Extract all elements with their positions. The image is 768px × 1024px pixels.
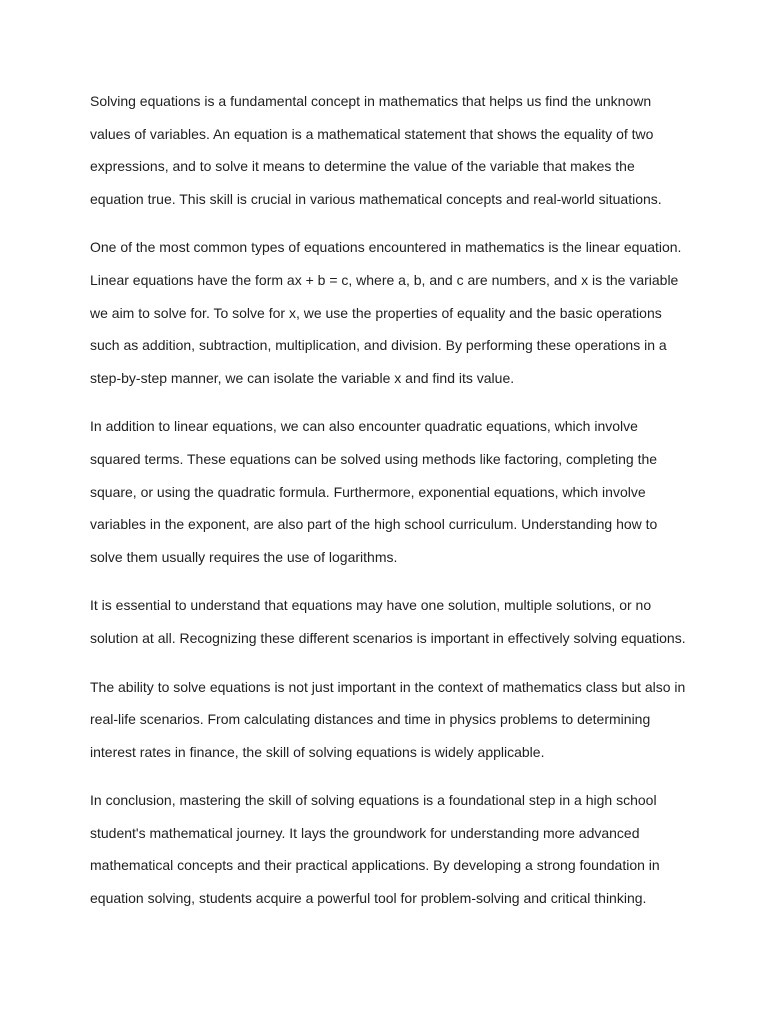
text-line: step-by-step manner, we can isolate the variable x and find its value. [90, 369, 515, 386]
text-line: mathematical concepts and their practical applications. By developing a strong foundation in [90, 857, 660, 874]
text-line: square, or using the quadratic formula. Furthermore, exponential equations, which involve [90, 483, 646, 500]
text-line: squared terms. These equations can be solved using methods like factoring, completing the [90, 450, 658, 467]
paragraph-conclusion [90, 784, 690, 914]
text-line: In addition to linear equations, we can also encounter quadratic equations, which involve [90, 418, 638, 435]
text-line: One of the most common types of equations encountered in mathematics is the linear equation. [90, 239, 682, 256]
paragraph-solution-types [90, 589, 690, 654]
text-line: solution at all. Recognizing these different scenarios is important in effectively solving equations. [90, 629, 686, 646]
paragraph-linear-equations [90, 231, 690, 394]
paragraph-quadratic-equations [90, 410, 690, 573]
text-line: we aim to solve for. To solve for x, we use the properties of equality and the basic operations [90, 304, 662, 321]
text-line: It is essential to understand that equations may have one solution, multiple solutions, or no [90, 597, 652, 614]
text-line: real-life scenarios. From calculating distances and time in physics problems to determining [90, 711, 651, 728]
text-line: student's mathematical journey. It lays the groundwork for understanding more advanced [90, 824, 640, 841]
text-line: solve them usually requires the use of logarithms. [90, 548, 398, 565]
text-line: equation solving, students acquire a powerful tool for problem-solving and critical thinking. [90, 890, 647, 907]
text-line: such as addition, subtraction, multiplication, and division. By performing these operations in a [90, 337, 667, 354]
text-line: variables in the exponent, are also part of the high school curriculum. Understanding how to [90, 516, 658, 533]
text-line: expressions, and to solve it means to determine the value of the variable that makes the [90, 158, 635, 175]
paragraph-real-life [90, 671, 690, 769]
text-line: values of variables. An equation is a mathematical statement that shows the equality of two [90, 125, 654, 142]
text-line: In conclusion, mastering the skill of solving equations is a foundational step in a high school [90, 792, 657, 809]
text-line: The ability to solve equations is not just important in the context of mathematics class but also in [90, 678, 686, 695]
document-body [90, 85, 690, 931]
text-line: interest rates in finance, the skill of solving equations is widely applicable. [90, 743, 545, 760]
text-line: Solving equations is a fundamental concept in mathematics that helps us find the unknown [90, 93, 652, 109]
text-line: equation true. This skill is crucial in various mathematical concepts and real-world situations. [90, 190, 662, 207]
text-line: Linear equations have the form ax + b = c, where a, b, and c are numbers, and x is the variable [90, 271, 679, 288]
paragraph-intro [90, 85, 690, 215]
